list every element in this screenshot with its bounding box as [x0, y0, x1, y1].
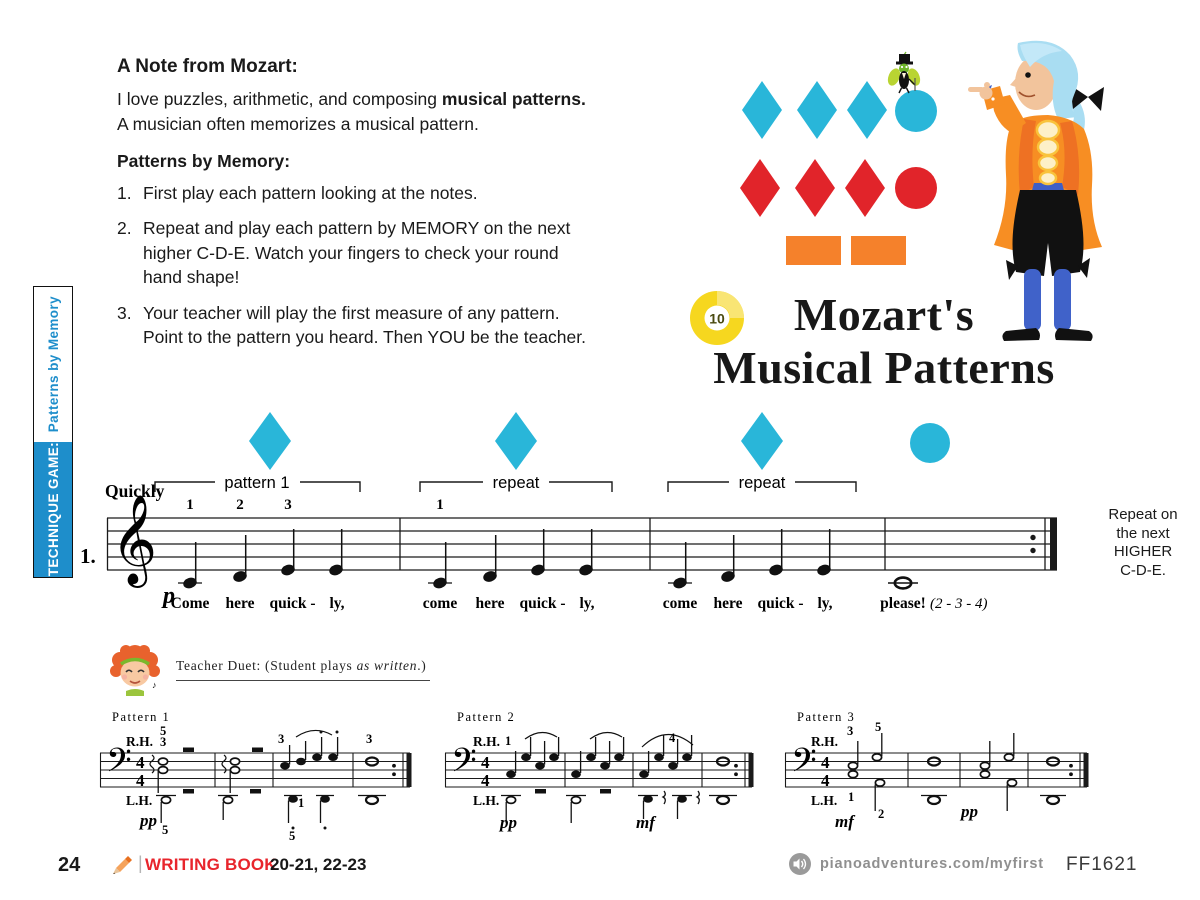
bracket-label-pattern1: pattern 1 [224, 474, 290, 492]
memory-steps [117, 181, 599, 350]
pattern-2-finger-m1: 1 [505, 734, 512, 748]
orange-rectangle-row [786, 236, 906, 265]
step-1-text: First play each pattern looking at the notes. [143, 182, 478, 203]
svg-text:come: come [422, 595, 458, 612]
whole-note [888, 578, 918, 589]
note-body [117, 87, 617, 137]
final-barline [1050, 518, 1057, 570]
website-url: pianoadventures.com/myfirst [820, 856, 1044, 872]
lesson-number: 10 [709, 310, 725, 327]
pattern-2-label: Pattern 2 [457, 710, 516, 724]
note-body-bold: musical patterns. [441, 89, 586, 109]
pattern-1-notes [150, 730, 386, 829]
memory-heading: Patterns by Memory: [117, 150, 291, 171]
pattern-2-dynamic-pp: pp [500, 813, 517, 832]
tempo-marking: Quickly [105, 481, 165, 501]
svg-text:ly,: ly, [579, 595, 595, 612]
writing-book-label: WRITING BOOK [145, 855, 277, 874]
main-score [75, 405, 1200, 620]
step-1-num: 1. [117, 182, 132, 203]
pattern-3-finger-3: 3 [847, 724, 854, 738]
svg-text:Come: Come [170, 595, 210, 612]
pattern-3-finger-2: 2 [878, 807, 885, 821]
pattern-1-rh: R.H. [126, 734, 153, 749]
lyrics [171, 595, 988, 612]
piece-title-line1: Mozart's [793, 289, 975, 340]
pattern-1-bass-clef: 𝄢 [106, 742, 132, 788]
writing-book-pages: 20-21, 22-23 [270, 855, 367, 874]
svg-text:-: - [560, 595, 566, 612]
piece-title-line2: Musical Patterns [713, 342, 1055, 393]
svg-text:quick: quick [269, 595, 307, 612]
finger-3: 3 [284, 497, 292, 513]
audio-speaker-icon [788, 852, 812, 876]
teacher-duet-label: Teacher Duet: (Student plays as written.) [176, 658, 430, 681]
pattern-1-dynamic: pp [140, 811, 157, 830]
svg-text:4: 4 [136, 753, 145, 772]
step-1 [117, 181, 599, 206]
svg-text:4: 4 [481, 753, 490, 772]
pattern-2-rh: R.H. [473, 734, 500, 749]
pattern-2-staff [445, 753, 752, 787]
finger-4: 1 [436, 497, 444, 513]
pattern-1-staff [100, 753, 410, 787]
footer-divider: | [138, 853, 143, 873]
svg-text:ly,: ly, [329, 595, 345, 612]
tab-game-label: TECHNIQUE GAME: [45, 442, 61, 577]
dynamic-p: p [163, 583, 175, 609]
pattern-2-dynamic-mf: mf [636, 813, 655, 832]
finger-1: 1 [186, 497, 194, 513]
pattern-3-dynamic-mf: mf [835, 812, 854, 831]
svg-text:quick: quick [757, 595, 795, 612]
piece-title [672, 288, 1096, 394]
note-body-1: I love puzzles, arithmetic, and composing [117, 89, 442, 109]
tab-game-section [34, 442, 72, 577]
catalog-number: FF1621 [1066, 854, 1138, 875]
tab-topic-label: Patterns by Memory [45, 296, 61, 433]
bracket-label-repeat2: repeat [738, 474, 786, 492]
pattern-3-rh: R.H. [811, 734, 838, 749]
pattern-3-bass-clef: 𝄢 [791, 742, 817, 788]
finger-2: 2 [236, 497, 244, 513]
intro-text [117, 56, 617, 361]
svg-text:-: - [310, 595, 316, 612]
pattern-2-finger-m3: 4 [669, 731, 676, 745]
pattern-1-finger-5: 5 [160, 724, 167, 738]
pattern-3-notes [848, 733, 1066, 811]
pattern-1-score [100, 705, 445, 855]
pattern-1-label: Pattern 1 [112, 710, 171, 724]
pattern-1-finger-3: 3 [160, 735, 167, 749]
svg-text:4: 4 [821, 753, 830, 772]
pattern-2-lh: L.H. [473, 793, 500, 808]
repeat-instruction: Repeat on the next HIGHER C-D-E. [1108, 506, 1178, 579]
svg-text:4: 4 [481, 771, 490, 790]
pattern-2-score [445, 705, 785, 855]
pattern-2-bass-clef: 𝄢 [451, 742, 477, 788]
page-footer [0, 851, 1200, 883]
step-3 [117, 301, 599, 350]
pattern-1-lh: L.H. [126, 793, 153, 808]
cricket-character-icon [886, 52, 922, 94]
step-2 [117, 216, 599, 290]
pattern-3-dynamic-pp: pp [961, 802, 978, 821]
svg-text:4: 4 [136, 771, 145, 790]
note-heading: A Note from Mozart: [117, 56, 298, 77]
svg-text:4: 4 [821, 771, 830, 790]
pattern-1-finger-m4: 3 [366, 732, 373, 746]
tab-topic-section [34, 287, 72, 442]
pattern-1-finger-lh1: 5 [162, 823, 169, 837]
pattern-3-finger-1: 1 [848, 790, 855, 804]
step-3-num: 3. [117, 302, 132, 323]
melody-notes [178, 529, 832, 589]
svg-text:quick: quick [519, 595, 557, 612]
step-2-num: 2. [117, 218, 132, 239]
pattern-1-finger-m3: 3 [278, 732, 285, 746]
svg-text:here: here [475, 595, 505, 612]
step-2-text: Repeat and play each pattern by MEMORY on the next higher C-D-E. Watch your fingers to check your round hand shape! [143, 218, 571, 288]
pattern-1-finger-lh2: 5 [289, 829, 296, 843]
repeat-dot-top [1030, 535, 1035, 540]
svg-text:please!: please! [880, 595, 926, 612]
pencil-icon [112, 853, 134, 875]
system-number: 1. [80, 544, 96, 568]
svg-text:here: here [713, 595, 743, 612]
svg-text:here: here [225, 595, 255, 612]
svg-text:come: come [662, 595, 698, 612]
mozart-breeches [1006, 190, 1090, 280]
treble-clef: 𝄞 [111, 494, 158, 585]
repeat-dot-bottom [1030, 548, 1035, 553]
teacher-face-icon [108, 644, 162, 696]
bracket-label-repeat1: repeat [492, 474, 540, 492]
svg-text:-: - [798, 595, 804, 612]
pattern-3-lh: L.H. [811, 793, 838, 808]
pattern-3-score [785, 705, 1100, 855]
step-3-text: Your teacher will play the first measure of any pattern. Point to the pattern you heard. Then YOU be the teacher. [143, 302, 586, 348]
count-cue: (2 - 3 - 4) [930, 596, 988, 612]
treble-staff [107, 518, 1057, 570]
pattern-1-finger-m3lh: 1 [298, 796, 305, 810]
score-shape-cues [249, 412, 950, 470]
page-number: 24 [58, 854, 81, 876]
svg-text:ly,: ly, [817, 595, 833, 612]
mozart-head [1010, 41, 1078, 119]
red-diamond-row [740, 159, 937, 217]
pattern-3-finger-5: 5 [875, 720, 882, 734]
technique-game-tab [33, 286, 73, 578]
pattern-3-label: Pattern 3 [797, 710, 856, 724]
music-note-earring: ♪ [152, 680, 157, 690]
note-body-2: A musician often memorizes a musical pattern. [117, 113, 479, 134]
